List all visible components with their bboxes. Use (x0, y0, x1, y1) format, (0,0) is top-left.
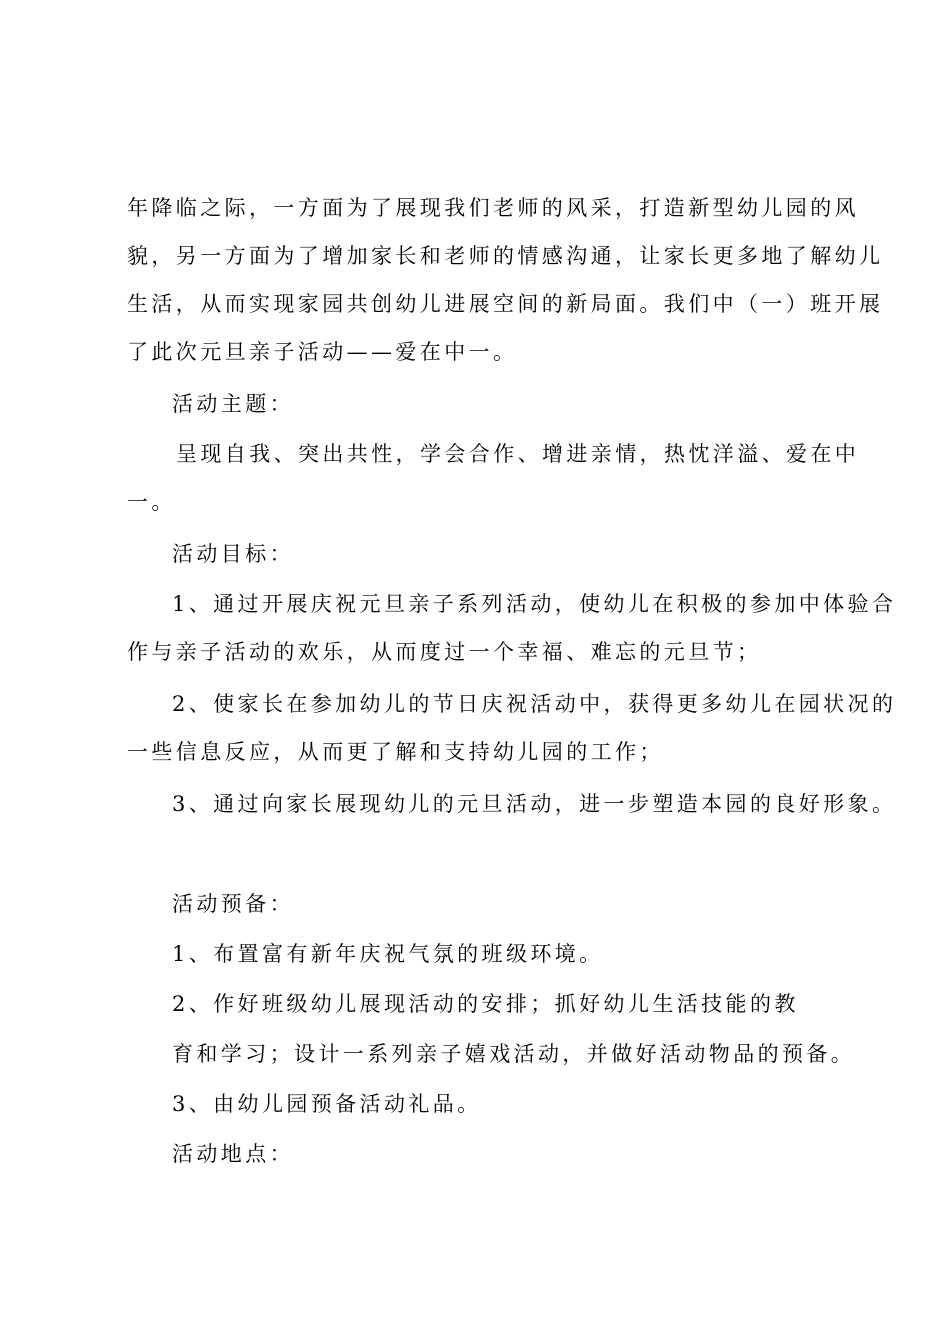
intro-line-1: 年降临之际，一方面为了展现我们老师的风采，打造新型幼儿园的风 (127, 196, 859, 220)
intro-line-3: 生活，从而实现家园共创幼儿进展空间的新局面。我们中（一）班开展 (127, 292, 884, 316)
goal-line-4: 一些信息反应，从而更了解和支持幼儿园的工作； (127, 740, 664, 764)
goal-line-1: 1、通过开展庆祝元旦亲子系列活动，使幼儿在积极的参加中体验合 (172, 592, 897, 616)
goal-line-5: 3、通过向家长展现幼儿的元旦活动，进一步塑造本园的良好形象。 (172, 792, 897, 816)
prep-line-4: 3、由幼儿园预备活动礼品。 (172, 1092, 482, 1116)
location-heading: 活动地点： (172, 1142, 294, 1166)
theme-line-2: 一。 (127, 490, 176, 514)
goal-heading: 活动目标： (172, 542, 294, 566)
theme-heading: 活动主题： (172, 392, 294, 416)
prep-line-1: 1、布置富有新年庆祝气氛的班级环境。 (172, 942, 604, 966)
theme-line-1: 呈现自我、突出共性，学会合作、增进亲情，热忱洋溢、爱在中 (176, 442, 860, 466)
goal-line-3: 2、使家长在参加幼儿的节日庆祝活动中，获得更多幼儿在园状况的 (172, 692, 897, 716)
goal-line-2: 作与亲子活动的欢乐，从而度过一个幸福、难忘的元旦节； (127, 640, 762, 664)
intro-line-2: 貌，另一方面为了增加家长和老师的情感沟通，让家长更多地了解幼儿 (127, 244, 884, 268)
prep-line-3: 育和学习；设计一系列亲子嬉戏活动，并做好活动物品的预备。 (172, 1042, 856, 1066)
intro-line-4: 了此次元旦亲子活动——爱在中一。 (127, 340, 518, 364)
prep-line-2: 2、作好班级幼儿展现活动的安排；抓好幼儿生活技能的教 (172, 992, 799, 1016)
prep-heading: 活动预备： (172, 892, 294, 916)
